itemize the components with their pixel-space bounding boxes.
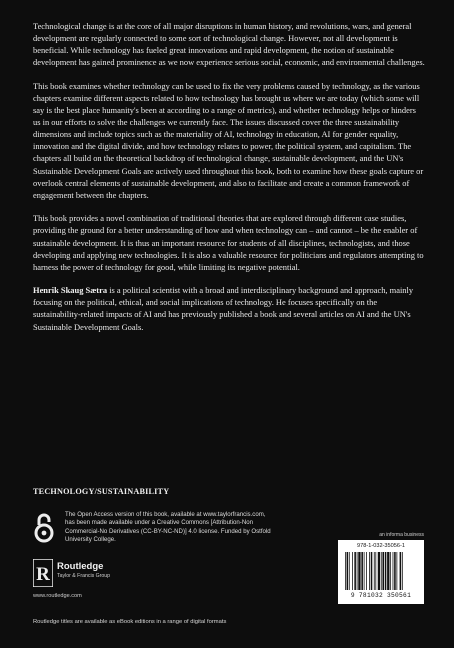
isbn-top-text: 978-1-032-35056-1	[357, 543, 405, 549]
isbn-bottom-text: 9 781032 350561	[350, 592, 412, 599]
author-bio-text: is a political scientist with a broad and interdisciplinary background and approach, mainly focusing on the political, ethical, and social implications of technology. He focuses specifically on the sustainability-related impacts of AI and has previously published a book and several articles on AI and the UN's Sustainable Development Goals.	[33, 285, 414, 332]
open-access-lock-icon	[33, 512, 55, 544]
ebook-footer: Routledge titles are available as eBook editions in a range of digital formats	[33, 619, 227, 625]
author-bio	[33, 284, 425, 332]
blurb-paragraph-2: This book examines whether technology can be used to fix the very problems caused by technology, as the various chapters examine different aspects related to how technology has brought us where we are today (which some will say is the best place humanity's been at according to a range of metrics), and whether technology helps or hinders us in our efforts to solve the challenges we currently face. The issues discussed cover the three sustainability dimensions and include topics such as the materiality of AI, technology in education, AI for gender equality, innovation and the digital divide, and how technology relates to power, the political system, and capitalism. The chapters all build on the theoretical backdrop of technological change, sustainable development, and the UN's Sustainable Development Goals are actively used throughout this book, both to examine how these goals capture or overlook central elements of sustainable development, and also to facilitate and create a common framework of engagement between the chapters.	[33, 80, 424, 200]
routledge-r-logo	[33, 559, 53, 587]
open-access-notice: The Open Access version of this book, available at www.taylorfrancis.com, has been made available under a Creative Commons [Attribution-Non Commercial-No Derivatives (CC-BY-NC-ND)] 4.0 license. Funded by Ostfold University College.	[65, 511, 271, 544]
blurb-paragraph-3: This book provides a novel combination of traditional theories that are explored through different case studies, providing the ground for a better understanding of how and when technology can – and cannot – be the enabler of sustainable development. It is thus an important resource for students of all disciplines, technologists, and those developing and applying new technologies. It is also a valuable resource for politicians and regulators attempting to harness the power of technology for good, while limiting its negative potential.	[33, 213, 424, 272]
isbn-barcode	[338, 540, 424, 604]
blurb-paragraph-1: Technological change is at the core of all major disruptions in human history, and revolutions, wars, and general development are regularly connected to some sort of technological change. However, not all development is beneficial. While technology has fueled great innovations and rapid development, the notion of sustainable development has gained prominence as we now experience serious social, economic, and environmental challenges.	[33, 21, 425, 68]
publisher-block	[33, 559, 233, 589]
publisher-group: Taylor & Francis Group	[57, 573, 111, 579]
svg-text:R: R	[36, 564, 50, 585]
author-name: Henrik Skaug Sætra	[33, 285, 108, 296]
subject-category: TECHNOLOGY/SUSTAINABILITY	[33, 487, 170, 496]
barcode-bars	[345, 552, 419, 590]
informa-tagline: an informa business	[379, 532, 424, 538]
blurb	[33, 20, 425, 344]
publisher-url[interactable]: www.routledge.com	[33, 593, 82, 599]
publisher-name: Routledge	[57, 561, 104, 572]
